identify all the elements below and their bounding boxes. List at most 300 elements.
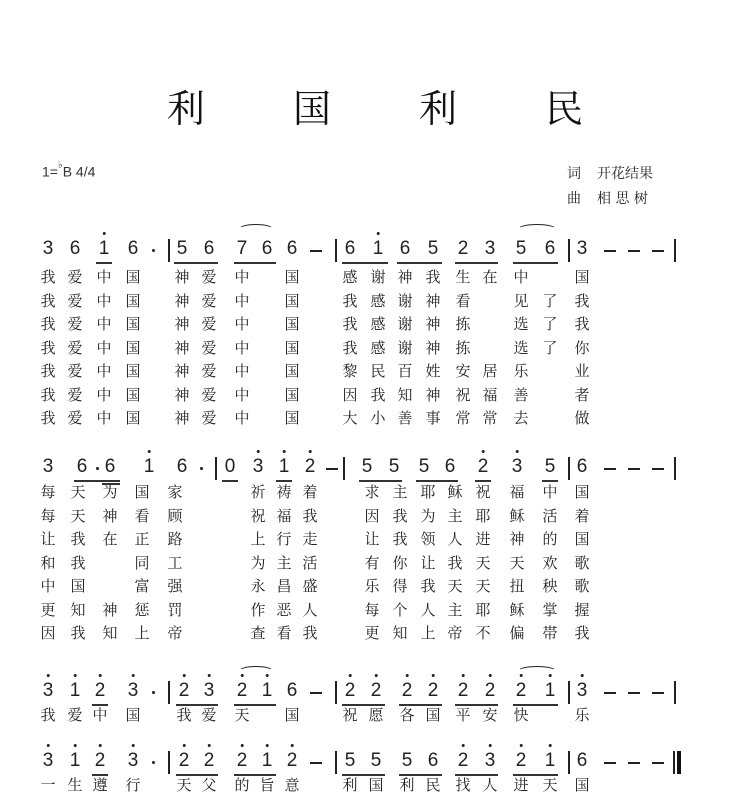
lyric-char: 祝 (250, 506, 266, 525)
note: 6 (176, 456, 188, 477)
extension-dash (628, 692, 640, 694)
lyric-char: 每 (40, 483, 56, 501)
lyric-char: 你 (392, 553, 408, 572)
augmentation-dot (152, 249, 155, 252)
lyric-char: 父 (201, 776, 217, 794)
lyric-char: 神 (174, 315, 190, 333)
lyricist-label: 词 (567, 166, 581, 182)
barline (343, 457, 345, 480)
note: 2 (457, 238, 469, 259)
lyric-char: 生 (67, 776, 83, 794)
high-octave-dot (73, 674, 76, 677)
lyric-char: 上 (420, 624, 436, 642)
lyric-char: 和 (40, 553, 56, 572)
note: 2 (402, 680, 413, 702)
lyric-char: 帝 (447, 624, 463, 642)
high-octave-dot (98, 674, 101, 677)
lyric-char: 中 (513, 268, 529, 286)
lyric-row (0, 386, 750, 406)
lyric-char: 欢 (542, 553, 558, 572)
barline (568, 457, 570, 480)
lyric-char: 上 (134, 624, 150, 642)
composer-label: 曲 (567, 191, 581, 207)
note: 0 (224, 456, 236, 477)
lyric-char: 感 (370, 338, 386, 357)
note: 3 (512, 456, 523, 478)
note: 6 (576, 456, 588, 477)
lyric-char: 天 (447, 577, 463, 595)
high-octave-dot (548, 744, 551, 747)
beam-underline (74, 480, 120, 482)
lyric-char: 常 (482, 409, 498, 427)
flat-icon: ♭ (57, 160, 63, 171)
key-prefix: 1= (42, 163, 58, 180)
high-octave-dot (182, 674, 185, 677)
lyric-char: 乐 (574, 706, 590, 724)
note: 2 (428, 680, 439, 702)
high-octave-dot (290, 744, 293, 747)
lyric-char: 每 (40, 506, 56, 525)
lyric-char: 知 (102, 624, 118, 642)
lyric-char: 我 (392, 506, 408, 525)
barline (335, 681, 337, 704)
lyric-char: 祝 (455, 385, 471, 404)
lyric-char: 感 (370, 291, 386, 310)
lyric-char: 我 (302, 624, 318, 642)
notation-system (0, 456, 750, 480)
lyric-char: 福 (276, 506, 292, 525)
lyric-char: 爱 (201, 385, 217, 404)
beam-underline (542, 480, 558, 482)
lyric-char: 爱 (67, 268, 83, 286)
lyric-char: 去 (513, 409, 529, 427)
lyric-char: 因 (40, 624, 56, 642)
lyric-char: 各 (399, 706, 415, 724)
augmentation-dot (96, 467, 99, 470)
lyric-char: 神 (174, 409, 190, 427)
note: 5 (544, 456, 556, 477)
note: 3 (253, 456, 264, 478)
high-octave-dot (580, 674, 583, 677)
lyric-char: 同 (134, 553, 150, 572)
note: 1 (545, 680, 556, 702)
lyric-char: 富 (134, 577, 150, 595)
lyric-char: 做 (574, 409, 590, 427)
notation-system (0, 680, 750, 704)
lyric-char: 罚 (167, 600, 183, 619)
lyric-char: 国 (284, 409, 300, 427)
lyric-char: 让 (364, 530, 380, 548)
lyric-char: 知 (397, 385, 413, 404)
note: 3 (43, 680, 54, 702)
note: 3 (485, 750, 496, 772)
extension-dash (310, 762, 322, 764)
lyric-char: 看 (455, 291, 471, 310)
beam-underline (416, 480, 458, 482)
high-octave-dot (376, 232, 379, 235)
augmentation-dot (152, 691, 155, 694)
note: 5 (176, 238, 188, 259)
lyric-char: 耶 (420, 483, 436, 501)
note: 5 (427, 238, 439, 259)
lyric-char: 国 (125, 409, 141, 427)
lyric-char: 主 (447, 600, 463, 619)
lyric-char: 旨 (259, 776, 275, 794)
extension-dash (310, 250, 322, 252)
lyric-char: 快 (513, 706, 529, 724)
lyric-char: 个 (392, 600, 408, 619)
note: 2 (345, 680, 356, 702)
lyric-char: 为 (102, 483, 118, 501)
note: 2 (458, 750, 469, 772)
lyric-char: 稣 (509, 600, 525, 619)
note: 2 (179, 680, 190, 702)
lyric-char: 爱 (201, 268, 217, 286)
note: 3 (43, 750, 54, 772)
lyric-char: 姓 (425, 362, 441, 380)
lyric-char: 爱 (67, 338, 83, 357)
lyric-char: 国 (125, 291, 141, 310)
lyric-char: 选 (513, 338, 529, 357)
lyric-char: 神 (174, 362, 190, 380)
note: 5 (388, 456, 400, 477)
lyric-char: 拣 (455, 338, 471, 357)
barline (335, 751, 337, 774)
lyric-char: 我 (40, 706, 56, 724)
lyric-char: 生 (455, 268, 471, 286)
barline (168, 681, 170, 704)
lyric-char: 国 (284, 291, 300, 310)
lyric-char: 祈 (250, 483, 266, 501)
lyric-char: 的 (234, 776, 250, 794)
lyric-row (0, 315, 750, 335)
note: 1 (545, 750, 556, 772)
note: 6 (444, 456, 456, 477)
lyric-char: 国 (284, 315, 300, 333)
lyric-char: 见 (513, 291, 529, 310)
extension-dash (604, 468, 616, 470)
tie-arc (517, 224, 557, 235)
lyric-char: 中 (234, 291, 250, 310)
notation-system (0, 238, 750, 262)
lyric-char: 主 (276, 553, 292, 572)
lyric-char: 走 (302, 530, 318, 548)
lyric-row (0, 601, 750, 621)
lyric-row (0, 339, 750, 359)
lyric-char: 我 (425, 268, 441, 286)
note: 1 (70, 680, 81, 702)
note: 1 (70, 750, 81, 772)
note: 7 (236, 238, 248, 259)
lyric-char: 国 (125, 315, 141, 333)
lyric-char: 国 (574, 483, 590, 501)
composer-credit (567, 188, 648, 208)
lyric-char: 中 (96, 315, 112, 333)
high-octave-dot (73, 744, 76, 747)
lyric-char: 国 (125, 268, 141, 286)
barline (568, 681, 570, 704)
high-octave-dot (461, 674, 464, 677)
lyric-char: 神 (425, 385, 441, 404)
lyric-char: 爱 (201, 409, 217, 427)
lyric-char: 因 (364, 506, 380, 525)
note: 3 (204, 680, 215, 702)
lyric-char: 我 (40, 268, 56, 286)
beam-underline (397, 262, 442, 264)
lyric-char: 国 (284, 706, 300, 724)
note: 1 (144, 456, 155, 478)
note: 2 (95, 750, 106, 772)
lyric-char: 中 (542, 483, 558, 501)
lyric-char: 工 (167, 553, 183, 572)
note: 2 (478, 456, 489, 478)
lyric-char: 爱 (201, 315, 217, 333)
lyric-char: 我 (40, 291, 56, 310)
barline (568, 239, 570, 262)
lyric-char: 知 (392, 624, 408, 642)
lyric-char: 祷 (276, 483, 292, 501)
lyric-char: 中 (234, 315, 250, 333)
lyric-char: 中 (96, 385, 112, 404)
lyric-char: 爱 (67, 315, 83, 333)
lyric-char: 神 (102, 506, 118, 525)
lyric-char: 国 (125, 706, 141, 724)
lyric-row (0, 554, 750, 574)
high-octave-dot (265, 744, 268, 747)
lyric-char: 看 (134, 506, 150, 525)
tie-arc (238, 224, 274, 235)
lyric-char: 善 (513, 385, 529, 404)
lyric-char: 拣 (455, 315, 471, 333)
lyric-char: 求 (364, 483, 380, 501)
lyric-char: 掌 (542, 600, 558, 619)
extension-dash (326, 468, 338, 470)
extension-dash (310, 692, 322, 694)
lyric-char: 中 (96, 362, 112, 380)
barline (674, 457, 676, 480)
lyric-char: 小 (370, 409, 386, 427)
lyric-char: 感 (342, 268, 358, 286)
lyric-char: 作 (250, 600, 266, 619)
note: 6 (544, 238, 556, 259)
note: 6 (286, 238, 298, 259)
lyric-char: 居 (482, 362, 498, 380)
lyric-char: 我 (176, 706, 192, 724)
note: 1 (99, 238, 110, 260)
lyric-char: 天 (542, 776, 558, 794)
lyric-char: 着 (302, 483, 318, 501)
lyric-char: 我 (342, 338, 358, 357)
barline (568, 751, 570, 774)
lyric-char: 祝 (342, 706, 358, 724)
lyric-row (0, 577, 750, 597)
lyric-char: 国 (425, 706, 441, 724)
high-octave-dot (256, 450, 259, 453)
lyric-char: 意 (284, 776, 300, 794)
beam-underline (455, 262, 498, 264)
lyric-char: 神 (425, 315, 441, 333)
lyric-char: 国 (574, 530, 590, 548)
high-octave-dot (431, 674, 434, 677)
lyric-char: 利 (342, 776, 358, 794)
lyric-char: 者 (574, 385, 590, 404)
lyric-char: 乐 (513, 362, 529, 380)
lyric-char: 进 (475, 530, 491, 548)
lyric-char: 帝 (167, 624, 183, 642)
high-octave-dot (488, 744, 491, 747)
lyric-row (0, 507, 750, 527)
note: 1 (279, 456, 290, 478)
note: 6 (261, 238, 273, 259)
tie-arc (238, 666, 274, 677)
lyric-char: 天 (70, 506, 86, 525)
lyric-char: 神 (397, 268, 413, 286)
augmentation-dot (152, 761, 155, 764)
lyric-char: 你 (574, 338, 590, 357)
lyric-char: 人 (447, 530, 463, 548)
note: 1 (262, 750, 273, 772)
extension-dash (628, 468, 640, 470)
lyric-char: 安 (455, 362, 471, 380)
barline (335, 239, 337, 262)
lyric-char: 中 (96, 291, 112, 310)
extension-dash (652, 250, 664, 252)
lyric-char: 了 (542, 291, 558, 310)
lyric-char: 的 (542, 530, 558, 548)
lyric-row (0, 483, 750, 503)
lyric-row (0, 268, 750, 288)
song-title: 利 国 利 民 (166, 87, 622, 131)
lyric-char: 昌 (276, 577, 292, 595)
lyric-char: 惩 (134, 600, 150, 619)
lyric-char: 主 (447, 506, 463, 525)
extension-dash (652, 468, 664, 470)
note: 2 (287, 750, 298, 772)
lyric-char: 秧 (542, 577, 558, 595)
note: 3 (577, 680, 588, 702)
lyric-char: 主 (392, 483, 408, 501)
lyric-char: 天 (475, 577, 491, 595)
note: 6 (399, 238, 411, 259)
lyric-char: 中 (96, 409, 112, 427)
lyric-char: 谢 (397, 291, 413, 310)
lyric-char: 我 (420, 577, 436, 595)
lyric-char: 中 (234, 362, 250, 380)
lyric-char: 握 (574, 600, 590, 619)
lyric-char: 人 (302, 600, 318, 619)
augmentation-dot (200, 467, 203, 470)
lyric-char: 有 (364, 553, 380, 572)
high-octave-dot (374, 674, 377, 677)
lyric-char: 神 (425, 291, 441, 310)
note: 6 (286, 680, 298, 701)
lyric-char: 中 (40, 577, 56, 595)
lyric-char: 了 (542, 315, 558, 333)
lyric-char: 爱 (67, 706, 83, 724)
lyric-char: 人 (482, 776, 498, 794)
note: 6 (76, 456, 88, 477)
lyric-char: 安 (482, 706, 498, 724)
lyric-char: 活 (302, 553, 318, 572)
note: 2 (458, 680, 469, 702)
beam-underline (222, 480, 238, 482)
high-octave-dot (207, 674, 210, 677)
note: 1 (373, 238, 384, 260)
note: 3 (128, 750, 139, 772)
lyric-char: 中 (234, 409, 250, 427)
lyric-char: 为 (250, 553, 266, 572)
barline (673, 751, 675, 774)
lyric-char: 每 (364, 600, 380, 619)
lyric-char: 中 (92, 706, 108, 724)
lyric-char: 我 (70, 530, 86, 548)
lyric-char: 活 (542, 506, 558, 525)
lyricist-credit (567, 163, 653, 183)
lyric-char: 百 (397, 362, 413, 380)
beam-underline (96, 262, 112, 264)
note: 5 (401, 750, 413, 771)
lyric-char: 民 (425, 776, 441, 794)
note: 1 (262, 680, 273, 702)
lyric-char: 国 (125, 362, 141, 380)
beam-underline (513, 262, 558, 264)
lyric-char: 偏 (509, 624, 525, 642)
extension-dash (604, 762, 616, 764)
high-octave-dot (282, 450, 285, 453)
high-octave-dot (131, 674, 134, 677)
lyric-char: 谢 (370, 268, 386, 286)
barline (168, 751, 170, 774)
lyric-char: 稣 (509, 506, 525, 525)
lyric-char: 歌 (574, 577, 590, 595)
note: 3 (128, 680, 139, 702)
lyric-char: 国 (368, 776, 384, 794)
final-barline (677, 751, 681, 774)
extension-dash (628, 762, 640, 764)
note: 2 (95, 680, 106, 702)
lyric-char: 国 (284, 385, 300, 404)
high-octave-dot (348, 674, 351, 677)
lyric-char: 谢 (397, 315, 413, 333)
barline (674, 681, 676, 704)
note: 5 (370, 750, 382, 771)
lyric-char: 天 (509, 553, 525, 572)
lyric-char: 善 (397, 409, 413, 427)
lyric-char: 事 (425, 409, 441, 427)
note: 3 (42, 456, 54, 477)
lyric-char: 国 (574, 776, 590, 794)
lyric-char: 恶 (276, 600, 292, 619)
lyric-char: 平 (455, 706, 471, 724)
lyric-char: 天 (234, 706, 250, 724)
note: 3 (42, 238, 54, 259)
lyric-char: 我 (40, 315, 56, 333)
lyric-char: 扭 (509, 577, 525, 595)
note: 2 (237, 680, 248, 702)
lyric-char: 我 (370, 385, 386, 404)
lyric-char: 民 (370, 362, 386, 380)
key-signature (42, 160, 96, 180)
lyric-char: 行 (276, 530, 292, 548)
barline (215, 457, 217, 480)
lyric-char: 爱 (67, 385, 83, 404)
lyric-char: 我 (574, 291, 590, 310)
lyric-char: 稣 (447, 483, 463, 501)
lyric-char: 天 (475, 553, 491, 572)
note: 5 (361, 456, 373, 477)
lyric-char: 帯 (542, 624, 558, 642)
beam-underline (174, 262, 218, 264)
